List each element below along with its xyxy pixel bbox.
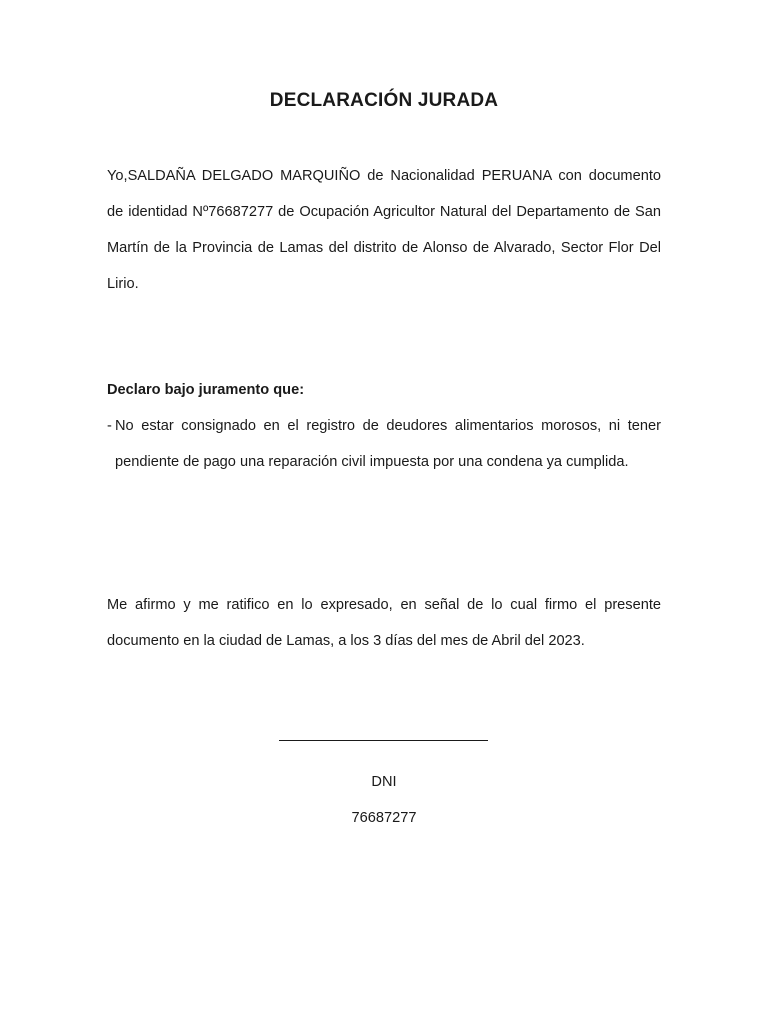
bullet-marker: -	[107, 418, 112, 434]
signature-line	[279, 740, 488, 741]
intro-paragraph: Yo,SALDAÑA DELGADO MARQUIÑO de Nacionalidad PERUANA con documento de identidad Nº76687277 de Ocupación Agricultor Natural del Departamento de San Martín de la Provincia de Lamas del distrito de Alonso de Alvarado, Sector Flor Del Lirio.	[107, 168, 661, 292]
document-title: DECLARACIÓN JURADA	[269, 90, 499, 111]
closing-paragraph: Me afirmo y me ratifico en lo expresado, en señal de lo cual firmo el presente documento en la ciudad de Lamas, a los 3 días del mes de Abril del 2023.	[107, 597, 661, 649]
declaration-item-text: No estar consignado en el registro de deudores alimentarios morosos, ni tener pendiente de pago una reparación civil impuesta por una condena ya cumplida.	[115, 418, 661, 470]
signature-dni-number: 76687277	[351, 810, 417, 826]
declaration-heading: Declaro bajo juramento que:	[107, 382, 305, 398]
declaration-item	[107, 408, 661, 480]
signature-dni-label: DNI	[371, 774, 397, 790]
